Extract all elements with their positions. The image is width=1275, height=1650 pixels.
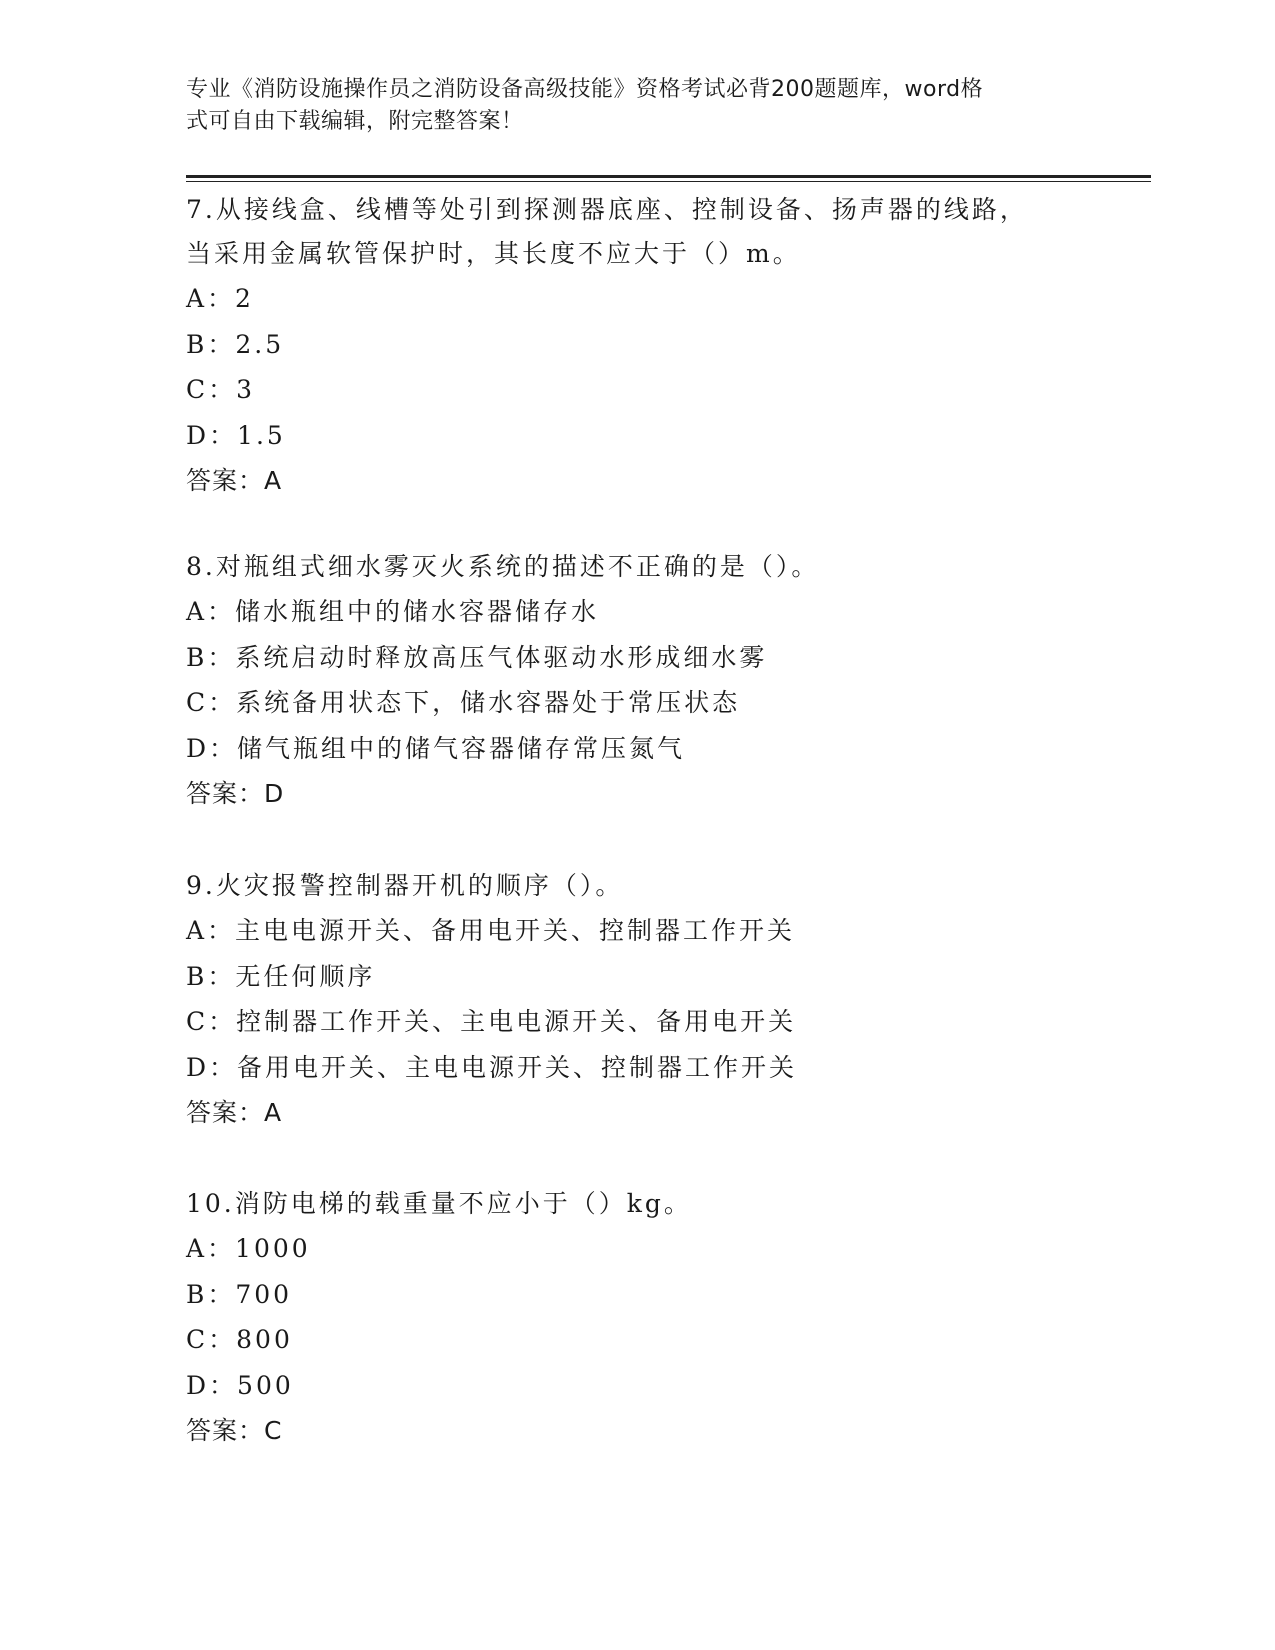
- option-c: C：3: [186, 375, 256, 404]
- option-c: C：800: [186, 1325, 293, 1354]
- stem-line: 8.对瓶组式细水雾灭火系统的描述不正确的是（）。: [186, 552, 820, 581]
- question-stem: [186, 545, 1086, 589]
- header-line-2: 式可自由下载编辑，附完整答案！: [186, 109, 524, 134]
- document-header: [186, 74, 1066, 138]
- question-8: [186, 545, 1086, 816]
- stem-line: 9.火灾报警控制器开机的顺序（）。: [186, 871, 624, 900]
- option-b: B：2.5: [186, 329, 285, 359]
- option-a: A：2: [186, 284, 254, 313]
- option-c: C：控制器工作开关、主电电源开关、备用电开关: [186, 1007, 797, 1036]
- answer: 答案：D: [186, 779, 285, 808]
- option-d: D：储气瓶组中的储气容器储存常压氮气: [186, 733, 686, 763]
- header-divider-thin: [186, 181, 1151, 182]
- option-a: A：储水瓶组中的储水容器储存水: [186, 597, 600, 626]
- answer: 答案：A: [186, 1098, 283, 1127]
- question-stem: [186, 188, 1086, 276]
- option-b: B：700: [186, 1279, 293, 1309]
- option-d: D：500: [186, 1370, 294, 1400]
- question-9: [186, 864, 1086, 1135]
- option-c: C：系统备用状态下，储水容器处于常压状态: [186, 688, 741, 717]
- question-stem: [186, 864, 1086, 908]
- stem-line: 7.从接线盒、线槽等处引到探测器底座、控制设备、扬声器的线路，: [186, 195, 1028, 224]
- question-stem: [186, 1182, 1086, 1226]
- option-d: D：1.5: [186, 420, 286, 450]
- question-7: [186, 188, 1086, 503]
- header-line-1: 专业《消防设施操作员之消防设备高级技能》资格考试必背200题题库，word格: [186, 77, 984, 102]
- answer: 答案：C: [186, 1416, 283, 1445]
- option-a: A：1000: [186, 1234, 311, 1263]
- option-a: A：主电电源开关、备用电开关、控制器工作开关: [186, 916, 796, 945]
- option-d: D：备用电开关、主电电源开关、控制器工作开关: [186, 1052, 798, 1082]
- header-divider-thick: [186, 175, 1151, 178]
- stem-line: 10.消防电梯的载重量不应小于（）kg。: [186, 1189, 692, 1218]
- option-b: B：无任何顺序: [186, 961, 376, 991]
- option-b: B：系统启动时释放高压气体驱动水形成细水雾: [186, 642, 768, 672]
- stem-line: 当采用金属软管保护时，其长度不应大于（）m。: [186, 239, 801, 268]
- answer: 答案：A: [186, 466, 283, 495]
- question-10: [186, 1182, 1086, 1453]
